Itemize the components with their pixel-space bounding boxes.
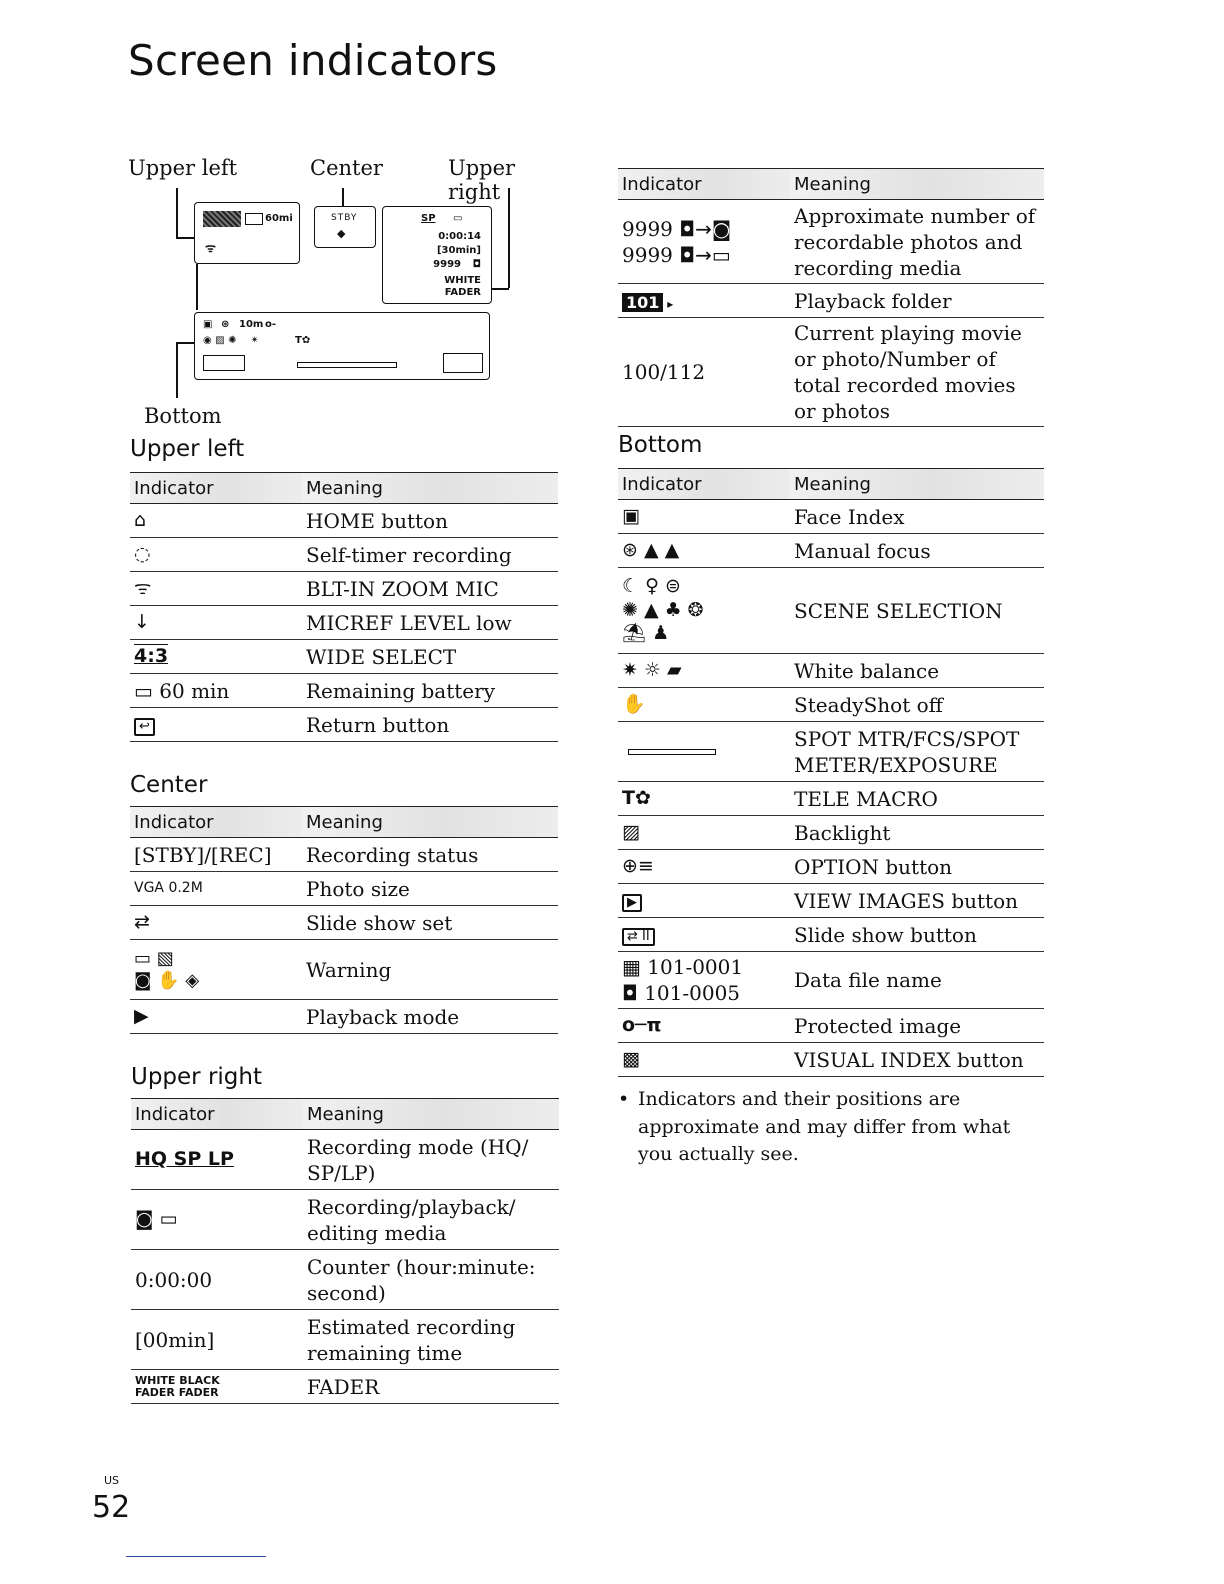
- white-balance-icons: ✷ ☼ ▰: [622, 659, 682, 682]
- diagram-upper-left-box: [194, 202, 300, 264]
- manual-focus-icon: ⊛: [221, 319, 230, 330]
- sp-mode-icon: SP: [421, 213, 436, 224]
- col-meaning: Meaning: [302, 473, 558, 504]
- diagram-upper-right-box: [382, 206, 492, 304]
- center-table: [130, 806, 558, 1034]
- media-icons: ◙ ▭: [135, 1208, 178, 1231]
- backlight-icon: ▨: [622, 821, 640, 844]
- upper-left-title: Upper left: [130, 436, 245, 462]
- slide-show-icon: ⇄ II: [622, 928, 655, 946]
- bottom-table: [618, 468, 1044, 1077]
- photo-media-icon: ◘: [472, 259, 481, 270]
- tele-macro-icon: T✿: [622, 787, 651, 810]
- page-title: Screen indicators: [128, 36, 498, 85]
- bullet-icon: •: [618, 1088, 630, 1110]
- face-index-icon: ▣: [203, 319, 213, 330]
- col-meaning: Meaning: [790, 169, 1044, 200]
- diagram-photos-text: 9999: [433, 259, 461, 270]
- col-indicator: Indicator: [618, 469, 790, 500]
- fader-icons: WHITE BLACK FADER FADER: [135, 1373, 220, 1399]
- table-row: Self-timer recording: [302, 538, 558, 572]
- micref-level-icon: ↓: [134, 611, 150, 634]
- page-number: 52: [92, 1490, 131, 1525]
- zoom-mic-icon: ᯤ: [134, 577, 152, 600]
- playback-folder-icon: 101: [622, 293, 663, 312]
- table-row: HOME button: [302, 504, 558, 538]
- table-row: Face Index: [790, 500, 1044, 534]
- table-row: Current playing movie or photo/Number of total recorded movies or photos: [790, 318, 1044, 427]
- camera-icon: ◆: [337, 227, 346, 240]
- table-row: Estimated recording remaining time: [303, 1310, 559, 1370]
- table-row: VIEW IMAGES button: [790, 884, 1044, 918]
- col-meaning: Meaning: [790, 469, 1044, 500]
- option-icon: [443, 353, 483, 373]
- diagram-fader-text-1: WHITE: [444, 275, 481, 286]
- table-row: BLT-IN ZOOM MIC: [302, 572, 558, 606]
- diagram-counter-text: 0:00:14: [438, 231, 481, 242]
- note: [618, 1086, 1048, 1169]
- scene-selection-icons: ◉ ▨ ✺ ✴: [203, 335, 259, 346]
- home-icon: ⌂: [134, 509, 147, 532]
- view-images-icon: [203, 355, 245, 371]
- table-row: VISUAL INDEX button: [790, 1043, 1044, 1077]
- table-row: Warning: [302, 940, 558, 1000]
- diagram-battery-text: 60mi: [265, 213, 293, 224]
- slide-show-set-icon: ⇄: [134, 911, 150, 934]
- self-timer-icon: ◌: [134, 543, 151, 566]
- upper-left-table: [130, 472, 558, 742]
- diagram-center-box: [314, 206, 376, 248]
- table-row: Photo size: [302, 872, 558, 906]
- diagram-label-center: Center: [310, 156, 383, 180]
- table-row: TELE MACRO: [790, 782, 1044, 816]
- remaining-time-indicator: [00min]: [131, 1310, 303, 1370]
- col-meaning: Meaning: [302, 807, 558, 838]
- diagram-label-upper-right: Upper right: [448, 156, 516, 204]
- battery-icon: ▭: [134, 678, 153, 703]
- table-row: SteadyShot off: [790, 688, 1044, 722]
- center-title: Center: [130, 772, 208, 798]
- camera-to-card-icon: ◘→▭: [679, 242, 731, 267]
- diagram-stby-text: STBY: [331, 213, 358, 223]
- protect-icon: o-: [265, 319, 277, 330]
- diagram-label-bottom: Bottom: [144, 404, 222, 428]
- battery-text: 60 min: [159, 678, 230, 703]
- table-row: SPOT MTR/FCS/SPOT METER/EXPOSURE: [790, 722, 1044, 782]
- screen-diagram: [128, 152, 560, 432]
- page-region: US: [104, 1474, 120, 1487]
- col-indicator: Indicator: [130, 473, 302, 504]
- face-index-icon: ▣: [622, 505, 640, 528]
- table-row: Approximate number of recordable photos and recording media: [790, 200, 1044, 284]
- table-row: Recording status: [302, 838, 558, 872]
- table-row: FADER: [303, 1370, 559, 1404]
- film-icon: ▦: [622, 955, 641, 979]
- note-text: Indicators and their positions are approximate and may differ from what you actually see.: [638, 1088, 1011, 1166]
- manual-focus-icons: ⊛ ▲ ▲: [622, 539, 680, 562]
- recording-status-indicator: [STBY]/[REC]: [130, 838, 302, 872]
- play-count-indicator: 100/112: [618, 318, 790, 427]
- zoom-mic-icon: ᯤ: [205, 241, 216, 255]
- table-row: Slide show button: [790, 918, 1044, 952]
- table-row: Protected image: [790, 1009, 1044, 1043]
- camera-to-media-icon: ◘→◙: [679, 216, 732, 241]
- return-icon: ↩: [134, 718, 155, 736]
- diagram-bottom-box: [194, 312, 490, 380]
- slider-bar-icon: [297, 362, 397, 368]
- table-row: Playback folder: [790, 284, 1044, 318]
- battery-icon: [245, 213, 263, 225]
- table-row: Playback mode: [302, 1000, 558, 1034]
- photo-count-1: 9999: [622, 216, 673, 241]
- diagram-label-upper-left: Upper left: [128, 156, 238, 180]
- table-row: Counter (hour:minute: second): [303, 1250, 559, 1310]
- diagram-fader-text-2: FADER: [444, 287, 481, 298]
- protect-icon: o─π: [622, 1014, 662, 1037]
- table-row: Backlight: [790, 816, 1044, 850]
- folder-arrow-icon: ▸: [663, 296, 674, 311]
- table-row: SCENE SELECTION: [790, 568, 1044, 654]
- table-row: OPTION button: [790, 850, 1044, 884]
- table-row: Slide show set: [302, 906, 558, 940]
- table-row: WIDE SELECT: [302, 640, 558, 674]
- recording-mode-icons: HQ SP LP: [135, 1148, 234, 1171]
- col-indicator: Indicator: [618, 169, 790, 200]
- steadyshot-off-icon: ✋: [622, 693, 646, 716]
- media-icon: ▭: [453, 213, 463, 224]
- footer-rule: [126, 1556, 266, 1557]
- table-row: Data file name: [790, 952, 1044, 1009]
- right-top-table: [618, 168, 1044, 427]
- diagram-remaining-text: [30min]: [436, 245, 481, 256]
- table-row: MICREF LEVEL low: [302, 606, 558, 640]
- table-row: Recording mode (HQ/ SP/LP): [303, 1130, 559, 1190]
- table-row: Return button: [302, 708, 558, 742]
- tele-macro-icon: T✿: [295, 335, 311, 346]
- option-icon: ⊕≡: [622, 855, 654, 878]
- warning-icons: ▭ ▧ ◙ ✋ ◈: [134, 947, 200, 991]
- home-icon: [203, 211, 241, 227]
- table-row: White balance: [790, 654, 1044, 688]
- table-row: Manual focus: [790, 534, 1044, 568]
- wide-select-icon: 4:3: [134, 645, 169, 668]
- col-indicator: Indicator: [131, 1099, 303, 1130]
- counter-indicator: 0:00:00: [131, 1250, 303, 1310]
- diagram-bottom-text: 10m: [239, 319, 264, 330]
- scene-selection-icons: ☾ ♀ ⊜ ✺ ▲ ♣ ❂ ⛱ ♟: [622, 574, 704, 645]
- col-meaning: Meaning: [303, 1099, 559, 1130]
- bottom-title: Bottom: [618, 432, 703, 458]
- upper-right-table: [131, 1098, 559, 1404]
- data-file-photo: 101-0005: [644, 981, 741, 1005]
- playback-mode-icon: ▶: [134, 1005, 149, 1028]
- upper-right-title: Upper right: [131, 1064, 262, 1090]
- view-images-icon: ▶: [622, 894, 642, 912]
- photo-count-2: 9999: [622, 242, 673, 267]
- table-row: Recording/playback/ editing media: [303, 1190, 559, 1250]
- camera-icon: ◘: [622, 981, 638, 1005]
- data-file-movie: 101-0001: [647, 955, 744, 979]
- slider-bar-icon: [628, 749, 716, 755]
- visual-index-icon: ▩: [622, 1048, 640, 1071]
- col-indicator: Indicator: [130, 807, 302, 838]
- photo-size-icon: VGA 0.2M: [134, 880, 203, 897]
- table-row: Remaining battery: [302, 674, 558, 708]
